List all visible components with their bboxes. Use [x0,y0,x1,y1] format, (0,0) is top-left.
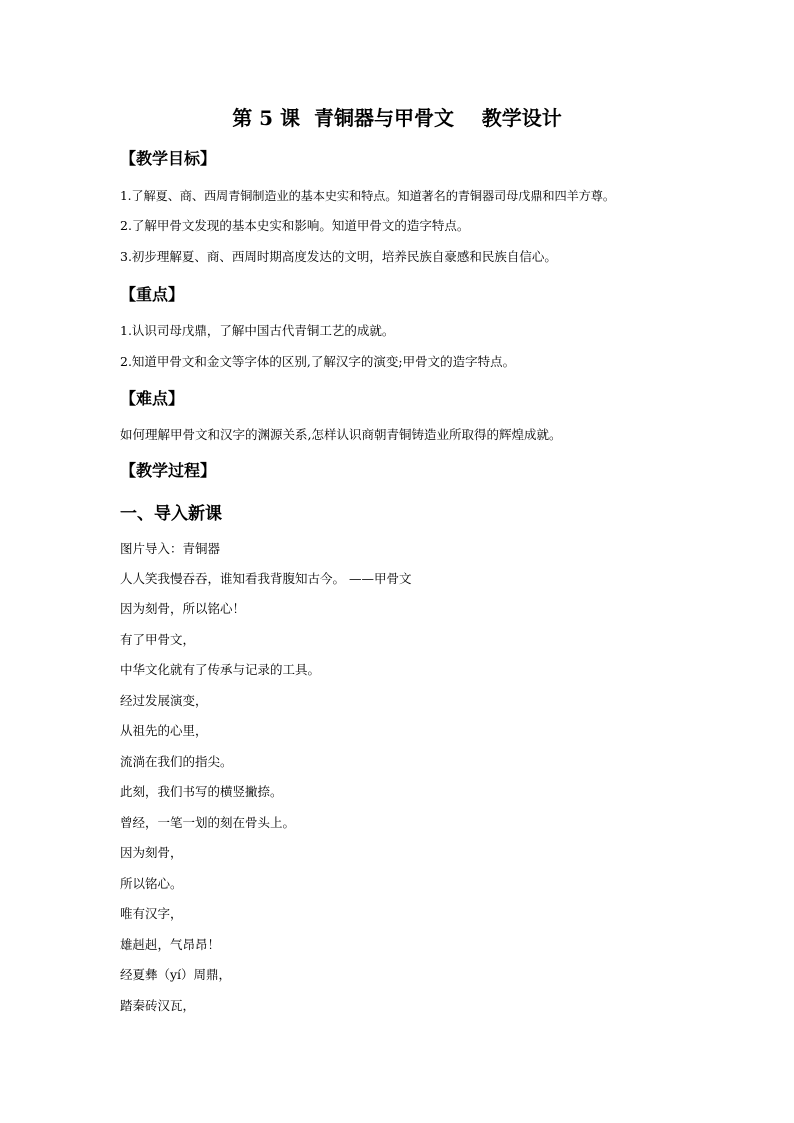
objective-item-1: 1.了解夏、商、西周青铜制造业的基本史实和特点。知道著名的青铜器司母戊鼎和四羊方尊。 [120,189,615,203]
process-line: 唯有汉字， [120,906,183,921]
process-heading: 【教学过程】 [120,461,217,480]
process-line: 经过发展演变， [120,693,208,708]
difficulties-heading: 【难点】 [120,389,185,408]
process-line: 雄赳赳，气昂昂！ [120,937,221,952]
objective-item-3: 3.初步理解夏、商、西周时期高度发达的文明，培养民族自豪感和民族自信心。 [120,249,557,264]
process-line: 所以铭心。 [120,876,183,891]
key-point-item-1: 1.认识司母戊鼎，了解中国古代青铜工艺的成就。 [120,323,395,338]
process-line: 此刻，我们书写的横竖撇捺。 [120,784,283,799]
process-line: 曾经，一笔一划的刻在骨头上。 [120,815,296,830]
process-subheading: 一、导入新课 [120,504,222,524]
process-line: 从祖先的心里， [120,723,208,738]
process-line: 踏秦砖汉瓦， [120,998,196,1013]
process-line: 有了甲骨文， [120,632,196,647]
process-line: 经夏彝（yí）周鼎， [120,967,232,982]
process-line: 图片导入：青铜器 [120,541,221,556]
page-title: 第 5 课 青铜器与甲骨文 教学设计 [232,106,562,130]
objectives-heading: 【教学目标】 [120,149,217,168]
process-line: 因为刻骨， [120,845,183,860]
key-point-item-2: 2.知道甲骨文和金文等字体的区别,了解汉字的演变;甲骨文的造字特点。 [120,354,516,369]
objective-item-2: 2.了解甲骨文发现的基本史实和影响。知道甲骨文的造字特点。 [120,218,470,233]
key-points-heading: 【重点】 [120,285,185,304]
process-line: 流淌在我们的指尖。 [120,754,233,769]
difficulties-text: 如何理解甲骨文和汉字的渊源关系,怎样认识商朝青铜铸造业所取得的辉煌成就。 [120,427,562,442]
process-line: 因为刻骨，所以铭心！ [120,601,246,616]
process-line: 人人笑我慢吞吞，谁知看我背腹知古今。 ——甲骨文 [120,571,412,586]
process-line: 中华文化就有了传承与记录的工具。 [120,662,321,677]
